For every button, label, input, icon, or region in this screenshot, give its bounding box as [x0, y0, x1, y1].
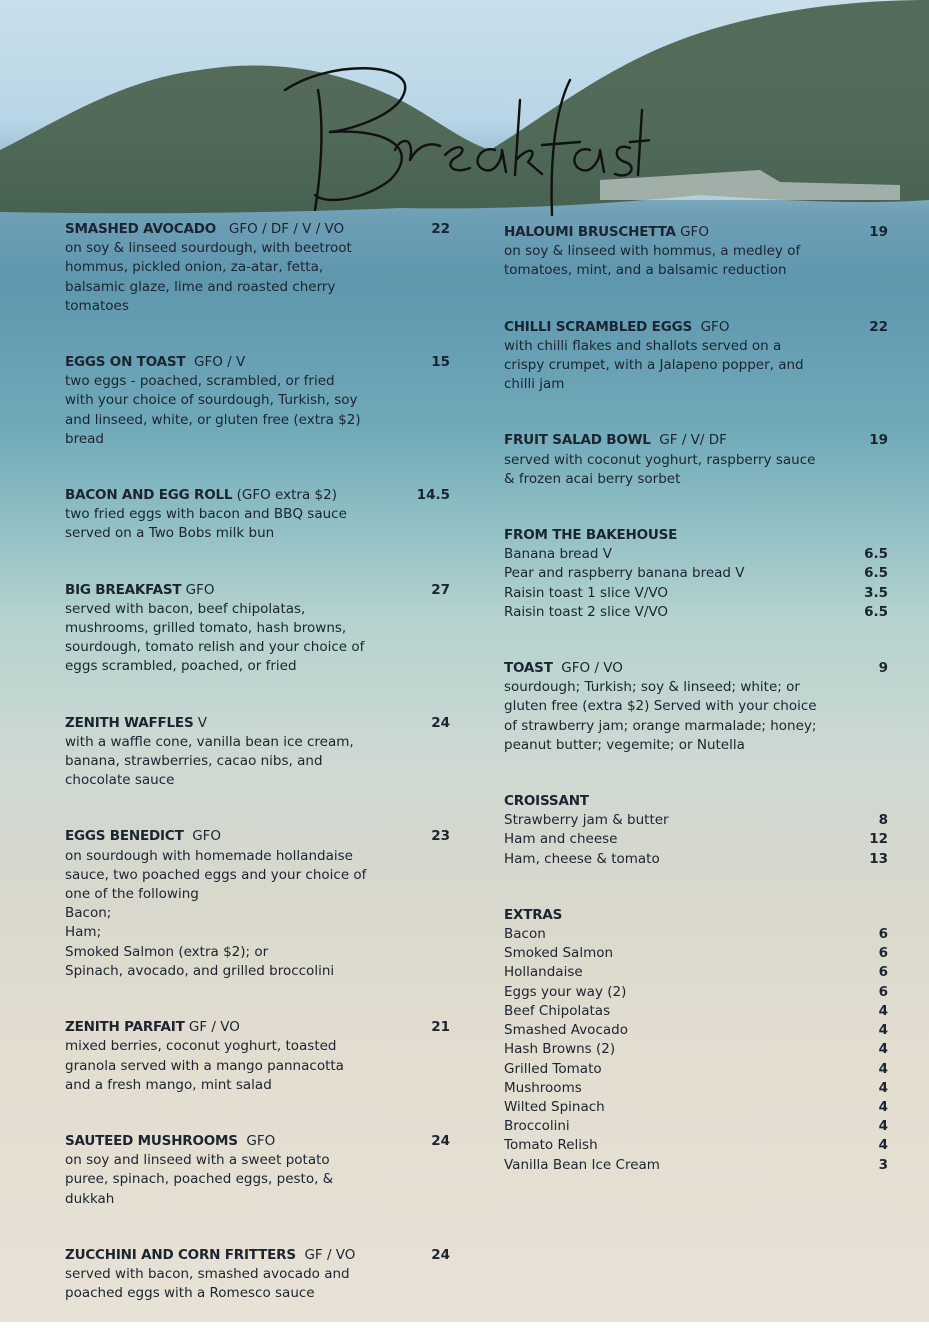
section-heading: EXTRAS	[504, 906, 563, 923]
list-item	[504, 1002, 888, 1021]
menu-item	[65, 1018, 450, 1095]
item-price: 3	[878, 1156, 888, 1173]
list-item	[504, 564, 888, 583]
menu-item	[504, 223, 888, 281]
menu-item	[65, 1132, 450, 1209]
item-description: with a waffle cone, vanilla bean ice cream, banana, strawberries, cacao nibs, and chocolate sauce	[65, 733, 354, 789]
item-price: 9	[878, 660, 888, 677]
item-tags: GFO / DF / V / VO	[228, 221, 345, 237]
item-name: SMASHED AVOCADO	[65, 221, 217, 237]
item-price: 24	[431, 1132, 450, 1149]
item-price: 4	[878, 1002, 888, 1019]
item-tags: GFO	[700, 318, 730, 335]
list-item	[504, 1098, 888, 1117]
menu-item	[65, 714, 450, 791]
item-price: 6.5	[864, 565, 888, 582]
list-item	[504, 925, 888, 944]
item-price: 21	[431, 1019, 450, 1036]
item-label: Beef Chipolatas	[504, 1002, 611, 1019]
item-tags: GFO / V	[193, 354, 246, 371]
item-price: 24	[431, 714, 450, 731]
menu-item	[504, 318, 888, 395]
item-name: CHILLI SCRAMBLED EGGS	[504, 318, 692, 335]
list-item	[504, 1021, 888, 1040]
item-tags: GFO	[185, 581, 215, 598]
item-price: 14.5	[416, 487, 450, 504]
menu-item	[65, 353, 450, 449]
item-label: Grilled Tomato	[504, 1060, 602, 1077]
item-name: TOAST	[504, 660, 553, 677]
list-item	[504, 1136, 888, 1155]
croissant-section	[504, 792, 888, 869]
item-price: 22	[431, 221, 450, 237]
item-name: SAUTEED MUSHROOMS	[65, 1132, 238, 1149]
item-tags: (GFO extra $2)	[236, 487, 337, 504]
item-description: served with bacon, smashed avocado and poached eggs with a Romesco sauce	[65, 1265, 350, 1302]
item-description: on soy & linseed with hommus, a medley of tomatoes, mint, and a balsamic reduction	[504, 243, 801, 279]
item-label: Eggs your way (2)	[504, 983, 627, 1000]
item-description: two eggs - poached, scrambled, or fried with your choice of sourdough, Turkish, soy and linseed, white, or gluten free (extra $2) bread	[65, 373, 361, 447]
item-price: 6.5	[864, 546, 888, 563]
item-price: 24	[431, 1246, 450, 1263]
item-price: 4	[878, 1118, 888, 1135]
extras-section	[504, 906, 888, 1175]
item-tags: GF / VO	[188, 1019, 240, 1036]
list-item	[504, 1156, 888, 1175]
item-description: on soy & linseed sourdough, with beetroot hommus, pickled onion, za-atar, fetta, balsamic glaze, lime and roasted cherry tomatoes	[65, 240, 352, 314]
menu-item	[65, 220, 450, 316]
item-label: Raisin toast 2 slice V/VO	[504, 603, 669, 620]
menu-item	[504, 431, 888, 489]
item-label: Tomato Relish	[504, 1137, 598, 1154]
menu-item	[65, 486, 450, 544]
item-price: 19	[869, 224, 888, 240]
item-price: 12	[869, 831, 888, 848]
item-price: 6.5	[864, 603, 888, 620]
item-tags: GF / V/ DF	[659, 432, 727, 449]
item-label: Banana bread V	[504, 546, 612, 563]
list-item	[504, 603, 888, 622]
breakfast-script-title	[270, 50, 650, 220]
bakehouse-section	[504, 526, 888, 622]
menu-item	[65, 1246, 450, 1304]
list-item	[504, 584, 888, 603]
section-heading: CROISSANT	[504, 793, 589, 810]
item-tags: GFO	[680, 224, 709, 240]
item-price: 6	[878, 926, 888, 943]
item-label: Vanilla Bean Ice Cream	[504, 1156, 660, 1173]
item-label: Broccolini	[504, 1118, 570, 1135]
item-price: 19	[869, 432, 888, 449]
item-price: 4	[878, 1137, 888, 1154]
item-description: mixed berries, coconut yoghurt, toasted granola served with a mango pannacotta and a fresh mango, mint salad	[65, 1038, 344, 1093]
item-price: 6	[878, 964, 888, 981]
item-name: EGGS BENEDICT	[65, 828, 184, 845]
menu-item	[65, 827, 450, 981]
item-description: two fried eggs with bacon and BBQ sauce served on a Two Bobs milk bun	[65, 506, 347, 542]
item-price: 4	[878, 1041, 888, 1058]
left-menu-column	[65, 220, 450, 1340]
list-item	[504, 545, 888, 564]
list-item	[504, 811, 888, 830]
item-price: 4	[878, 1079, 888, 1096]
item-description: served with bacon, beef chipolatas, mushrooms, grilled tomato, hash browns, sourdough, tomato relish and your choice of eggs scrambled, poached, or fried	[65, 600, 365, 675]
item-label: Wilted Spinach	[504, 1098, 605, 1115]
item-price: 4	[878, 1060, 888, 1077]
item-name: FRUIT SALAD BOWL	[504, 432, 651, 449]
item-price: 4	[878, 1098, 888, 1115]
item-price: 13	[869, 850, 888, 867]
item-price: 15	[431, 354, 450, 371]
item-price: 6	[878, 945, 888, 962]
item-label: Ham and cheese	[504, 831, 618, 848]
menu-item	[504, 659, 888, 755]
list-item	[504, 1060, 888, 1079]
item-label: Hash Browns (2)	[504, 1041, 616, 1058]
item-name: ZENITH WAFFLES	[65, 714, 194, 731]
item-description: on sourdough with homemade hollandaise sauce, two poached eggs and your choice of one of the following Bacon; Ham; Smoked Salmon (extra $2); or Spinach, avocado, and grilled broccolini	[65, 847, 367, 979]
list-item	[504, 850, 888, 869]
item-label: Ham, cheese & tomato	[504, 850, 660, 867]
list-item	[504, 944, 888, 963]
list-item	[504, 830, 888, 849]
item-price: 22	[869, 318, 888, 335]
section-heading: FROM THE BAKEHOUSE	[504, 527, 678, 544]
item-description: sourdough; Turkish; soy & linseed; white; or gluten free (extra $2) Served with your choice of strawberry jam; orange marmalade; honey; peanut butter; vegemite; or Nutella	[504, 679, 817, 753]
item-label: Smoked Salmon	[504, 945, 614, 962]
item-label: Raisin toast 1 slice V/VO	[504, 584, 669, 601]
item-description: served with coconut yoghurt, raspberry sauce & frozen acai berry sorbet	[504, 451, 816, 487]
item-tags: GFO / VO	[561, 660, 623, 677]
item-label: Hollandaise	[504, 964, 583, 981]
item-name: EGGS ON TOAST	[65, 354, 186, 371]
item-name: ZUCCHINI AND CORN FRITTERS	[65, 1246, 296, 1263]
list-item	[504, 1117, 888, 1136]
item-description: on soy and linseed with a sweet potato puree, spinach, poached eggs, pesto, & dukkah	[65, 1152, 334, 1207]
item-price: 4	[878, 1022, 888, 1039]
item-label: Smashed Avocado	[504, 1022, 628, 1039]
item-name: ZENITH PARFAIT	[65, 1019, 185, 1036]
item-price: 3.5	[864, 584, 888, 601]
item-name: BACON AND EGG ROLL	[65, 487, 233, 504]
list-item	[504, 1040, 888, 1059]
item-name: BIG BREAKFAST	[65, 581, 182, 598]
item-tags: GFO	[192, 828, 222, 845]
item-price: 6	[878, 983, 888, 1000]
list-item	[504, 983, 888, 1002]
item-tags: GFO	[246, 1132, 276, 1149]
item-tags: GF / VO	[304, 1246, 356, 1263]
item-price: 27	[431, 581, 450, 598]
item-label: Bacon	[504, 926, 546, 943]
item-price: 23	[431, 828, 450, 845]
item-label: Strawberry jam & butter	[504, 812, 669, 829]
item-label: Pear and raspberry banana bread V	[504, 565, 745, 582]
list-item	[504, 963, 888, 982]
item-tags: V	[197, 714, 208, 731]
item-price: 8	[878, 812, 888, 829]
item-description: with chilli flakes and shallots served on a crispy crumpet, with a Jalapeno popper, and chilli jam	[504, 337, 804, 393]
right-menu-column	[504, 223, 888, 1212]
item-label: Mushrooms	[504, 1079, 582, 1096]
item-name: HALOUMI BRUSCHETTA	[504, 224, 676, 240]
menu-item	[65, 581, 450, 677]
list-item	[504, 1079, 888, 1098]
